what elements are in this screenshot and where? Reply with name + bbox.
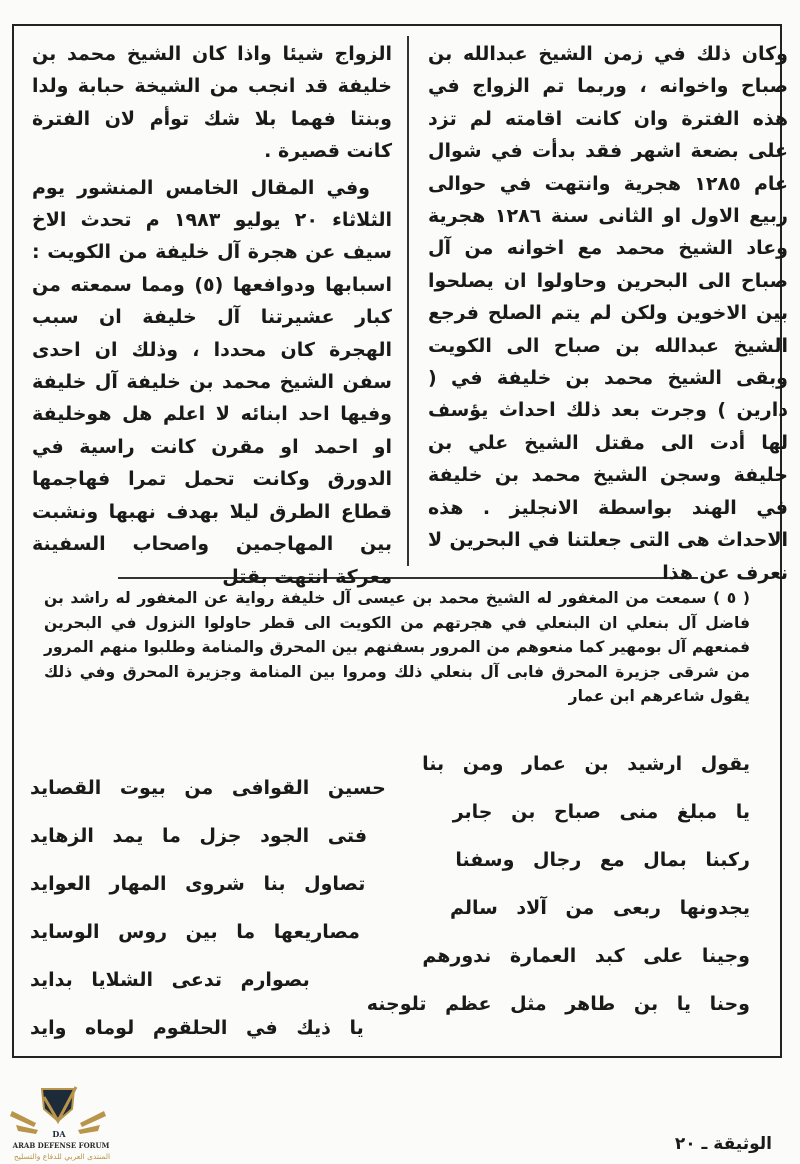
- footnote-text: ( ٥ ) سمعت من المغفور له الشيخ محمد بن عيسى آل خليفة رواية عن المغفور له راشد بن فاضل آل بنعلي ان البنعلي في هجرتهم من الكويت الى قطر حاولوا النزول في البحرين فمنعهم آل بومهير كما منعوهم من المرور بسفنهم بين المحرق والمنامة وطلبوا منهم المرور من شرقى جزيرة المحرق فابى آل بنعلي ذلك ومروا بين المنامة وجزيرة المحرق وفي ذلك يقول شاعرهم ابن عمار: [44, 589, 750, 705]
- verse-first-half: ركبنا بمال مع رجال وسفنا: [455, 849, 750, 871]
- shield-icon: [42, 1089, 74, 1121]
- verse-first-half: وجينا على كبد العمارة ندورهم: [422, 945, 750, 967]
- verse-first-half: يجدونها ربعى من آلاد سالم: [449, 897, 750, 919]
- logo-name-arabic: المنتدى العربي للدفاع والتسليح: [13, 1152, 111, 1161]
- logo-initials: DA: [52, 1129, 66, 1139]
- article-right-column: [428, 38, 788, 589]
- wing-left-icon: [10, 1111, 38, 1134]
- verse-second-half: بصوارم تدعى الشلايا بدايد: [30, 969, 310, 991]
- poem: [30, 752, 750, 1040]
- verse-first-half: يقول ارشيد بن عمار ومن بنا: [422, 753, 750, 775]
- verse-second-half: حسين القوافى من بيوت القصايد: [30, 777, 386, 799]
- paragraph: الزواج شيئا واذا كان الشيخ محمد بن خليفة قد انجب من الشيخة حبابة ولدا وبنتا فهما بلا شك توأم لان الفترة كانت قصيرة .: [32, 43, 392, 163]
- article-left-column: [32, 38, 392, 593]
- verse-second-half: مصاريعها ما بين روس الوسايد: [30, 921, 360, 943]
- verse-first-half: وحنا يا بن طاهر مثل عظم تلوجنه: [366, 993, 750, 1015]
- arab-defense-forum-logo: [4, 1085, 114, 1141]
- verse-first-half: يا مبلغ منى صباح بن جابر: [452, 801, 750, 823]
- verse-second-half: يا ذيك في الحلقوم لوماه وايد: [30, 1017, 364, 1039]
- paragraph: وفي المقال الخامس المنشور يوم الثلاثاء ٢٠ يوليو ١٩٨٣ م تحدث الاخ سيف عن هجرة آل خليفة من الكويت : اسبابها ودوافعها (٥) ومما سمعته من كبار عشيرتنا آل خليفة ان سبب الهجرة كان محددا ، وذلك ان احدى سفن الشيخ محمد بن خليفة آل خليفة وفيها احد ابنائه لا اعلم هل هوخليفة او احمد او مقرن كانت راسية في الدورق وكانت تحمل تمرا فهاجمها قطاع الطرق ليلا بهدف نهبها ونشبت بين المهاجمين واصحاب السفينة معركة انتهت بقتل: [32, 176, 392, 588]
- footnote-5: [44, 586, 750, 709]
- verse-second-half: تصاول بنا شروى المهار العوايد: [30, 873, 366, 895]
- page-label: الوثيقة ـ ٢٠: [674, 1134, 772, 1154]
- paragraph: وكان ذلك في زمن الشيخ عبدالله بن صباح واخوانه ، وربما تم الزواج في هذه الفترة وان كانت اقامته لم تزد على بضعة اشهر فقد بدأت في شوال عام ١٢٨٥ هجرية وانتهت في حوالى ربيع الاول او الثانى سنة ١٢٨٦ هجرية وعاد الشيخ محمد مع اخوانه من آل صباح الى البحرين وحاولوا ان يصلحوا بين الاخوين ولكن لم يتم الصلح فرجع الشيخ عبدالله بن صباح الى الكويت وبقى الشيخ محمد بن خليفة في ( دارين ) وجرت بعد ذلك احداث يؤسف لها أدت الى مقتل الشيخ علي بن خليفة وسجن الشيخ محمد بن خليفة في الهند بواسطة الانجليز . هذه الاحداث هى التى جعلتنا في البحرين لا نعرف عن هذا: [428, 43, 789, 584]
- verse-second-half: فتى الجود جزل ما يمد الزهايد: [30, 825, 368, 847]
- wing-right-icon: [78, 1111, 106, 1134]
- logo-name-english: ARAB DEFENSE FORUM: [12, 1141, 110, 1150]
- column-divider: [407, 36, 409, 566]
